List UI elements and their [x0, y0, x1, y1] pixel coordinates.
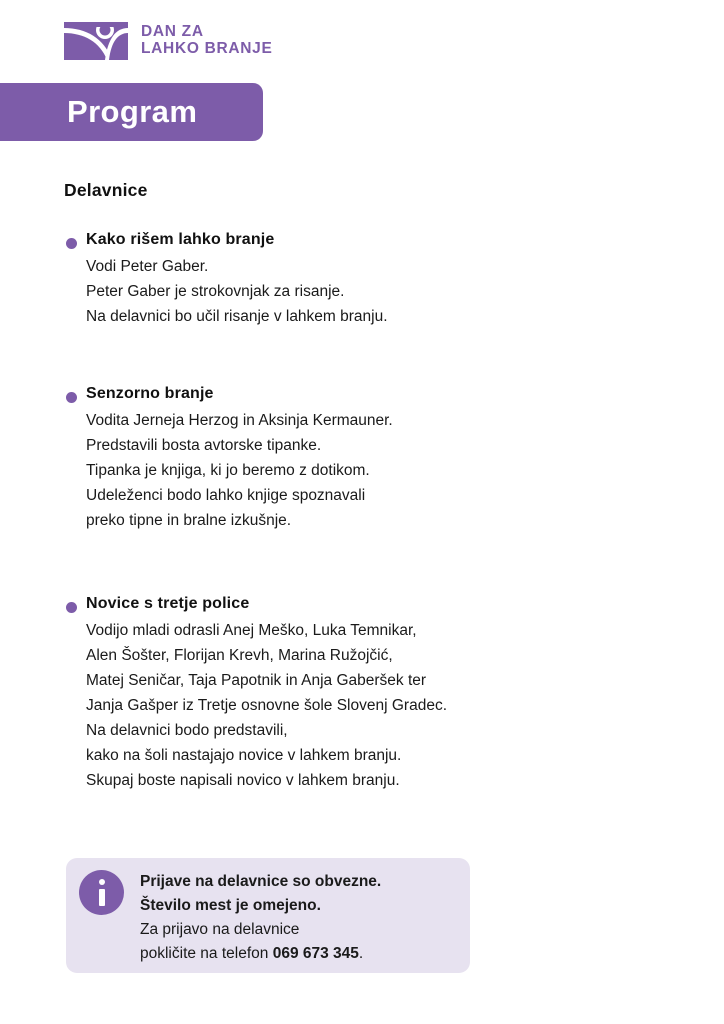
program-item-line: Vodita Jerneja Herzog in Aksinja Kermauner. [86, 412, 393, 429]
program-item-body [86, 254, 684, 329]
program-item-line: Alen Šošter, Florijan Krevh, Marina Ružojčić, [86, 647, 393, 664]
program-item-line: Skupaj boste napisali novico v lahkem branju. [86, 772, 400, 789]
program-item-line: preko tipne in bralne izkušnje. [86, 512, 292, 529]
site-logo [64, 22, 273, 60]
open-book-logo-icon [64, 22, 128, 60]
program-item [64, 595, 684, 793]
program-item-line: Na delavnici bodo predstavili, [86, 722, 288, 739]
page-title: Program [67, 94, 198, 129]
registration-info-box [66, 858, 470, 973]
program-item [64, 231, 684, 329]
program-item-line: Tipanka je knjiga, ki jo beremo z dotikom. [86, 462, 370, 479]
program-item-line: Vodi Peter Gaber. [86, 258, 209, 275]
section-heading-delavnice: Delavnice [64, 180, 148, 200]
logo-text-line-1: DAN ZA [141, 23, 204, 40]
program-item-body [86, 618, 684, 793]
bullet-dot-icon [66, 602, 77, 613]
info-line-limited-places: Število mest je omejeno. [140, 897, 321, 914]
program-item-line: Na delavnici bo učil risanje v lahkem branju. [86, 308, 388, 325]
program-item-line: Janja Gašper iz Tretje osnovne šole Slovenj Gradec. [86, 697, 447, 714]
info-line-phone [140, 942, 460, 966]
program-content [64, 180, 684, 793]
program-banner [0, 83, 263, 141]
program-item-line: Vodijo mladi odrasli Anej Meško, Luka Temnikar, [86, 622, 417, 639]
info-line-signup: Za prijavo na delavnice [140, 921, 300, 938]
program-item-line: Peter Gaber je strokovnjak za risanje. [86, 283, 345, 300]
info-phone-prefix: pokličite na telefon [140, 945, 273, 962]
program-item-line: Matej Seničar, Taja Papotnik in Anja Gaberšek ter [86, 672, 427, 689]
info-phone-suffix: . [358, 945, 364, 962]
info-line-registration-required: Prijave na delavnice so obvezne. [140, 873, 382, 890]
bullet-dot-icon [66, 238, 77, 249]
program-item [64, 385, 684, 533]
phone-number[interactable]: 069 673 345 [272, 945, 359, 962]
info-icon-dot [99, 879, 105, 885]
info-icon-stem [99, 889, 105, 906]
program-item-title: Novice s tretje police [86, 595, 250, 612]
info-box-text [140, 870, 460, 966]
logo-text-line-2: LAHKO BRANJE [141, 40, 273, 58]
program-item-line: Udeleženci bodo lahko knjige spoznavali [86, 487, 366, 504]
program-item-title: Senzorno branje [86, 385, 214, 402]
program-item-line: kako na šoli nastajajo novice v lahkem branju. [86, 747, 402, 764]
info-circle-icon [79, 870, 124, 915]
program-item-body [86, 408, 684, 533]
program-item-line: Predstavili bosta avtorske tipanke. [86, 437, 322, 454]
bullet-dot-icon [66, 392, 77, 403]
program-item-title: Kako rišem lahko branje [86, 231, 275, 248]
